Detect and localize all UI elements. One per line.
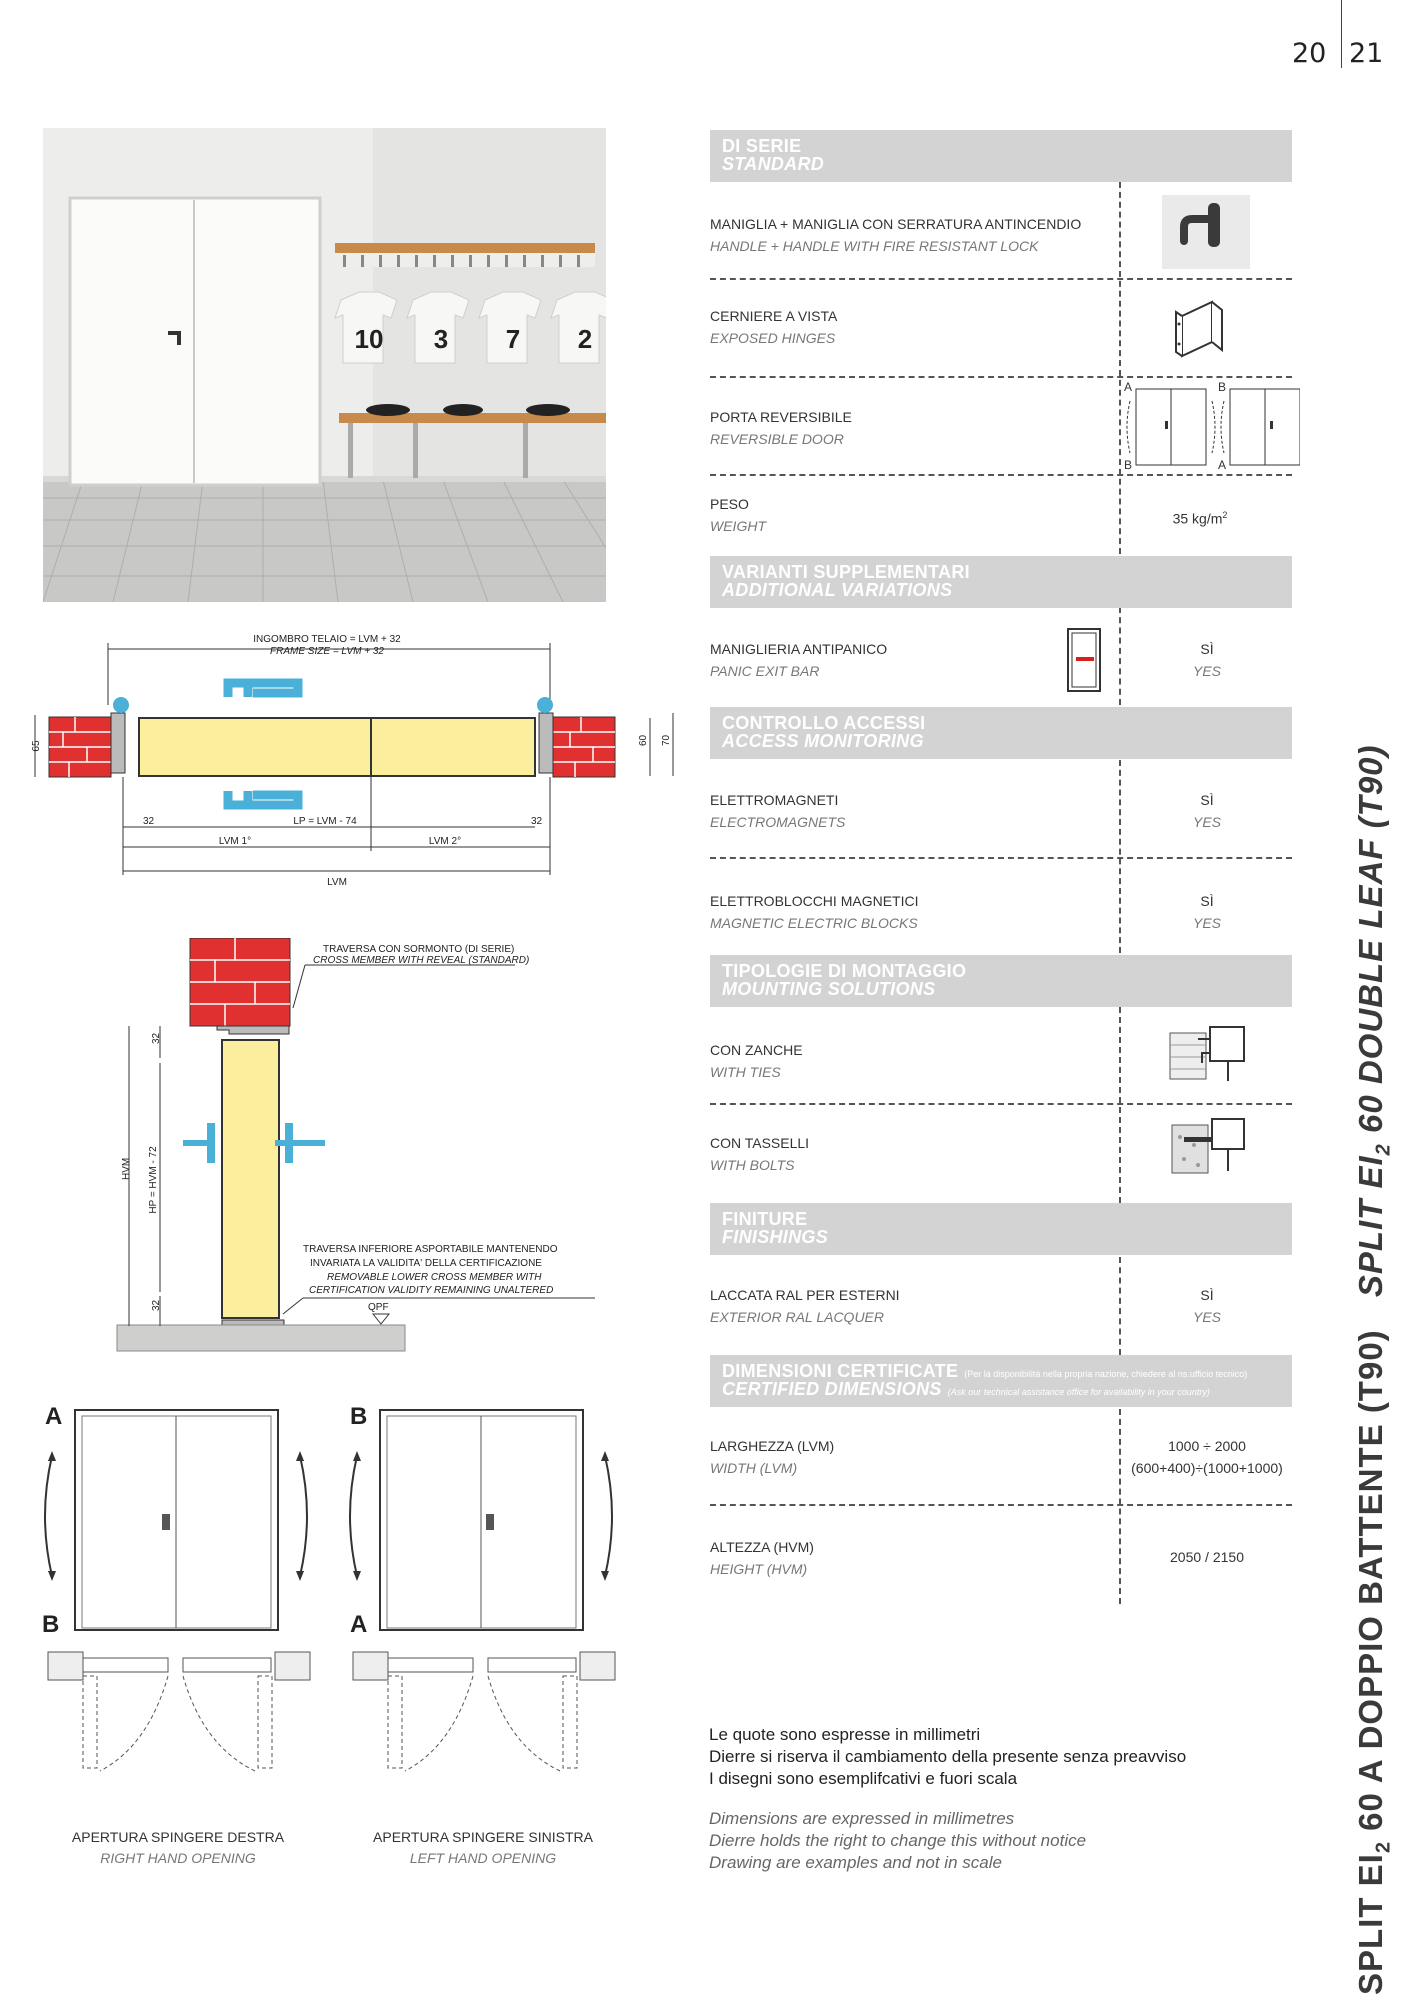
section-standard-it: DI SERIE [722,136,802,156]
electromagnets-value-en: YES [1192,814,1221,830]
side-title-main: SPLIT EI [1352,1853,1389,1995]
row-divider [710,376,1292,378]
hinges-icon [1172,294,1228,360]
section-finish-en: FINISHINGS [722,1227,829,1247]
side-title-sub: 2 [1372,1841,1395,1854]
row-weight-en: WEIGHT [710,518,766,534]
frame-size-label-en: FRAME SIZE = LVM + 32 [270,646,384,657]
opening-drawings [30,1396,650,1876]
section-finish [710,1203,1292,1255]
vertical-section-drawing [105,938,605,1358]
side-title-rest: 60 A DOPPIO BATTENTE (T90) [1352,1329,1389,1842]
section-dims-en-text: CERTIFIED DIMENSIONS [722,1379,942,1399]
side-title-en [1352,744,1395,1298]
side-title-en-rest: 60 DOUBLE LEAF (T90) [1352,744,1389,1144]
page-number-left: 20 [1292,38,1327,69]
row-lacquer-en: EXTERIOR RAL LACQUER [710,1309,885,1325]
dim-32-top: 32 [151,1032,162,1044]
bottom-crossmember-label-en-2: CERTIFICATION VALIDITY REMAINING UNALTERED [309,1285,554,1296]
hvm-label: HVM [121,1157,132,1180]
dim-65: 65 [31,740,42,752]
note-en-2: Dierre holds the right to change this without notice [709,1831,1087,1850]
shirt-number-3: 7 [505,324,521,354]
section-dims-en [722,1379,1210,1400]
dim-32-left: 32 [143,816,155,827]
section-finish-it: FINITURE [722,1209,808,1229]
section-access [710,707,1292,759]
section-standard [710,130,1292,182]
row-divider [710,474,1292,476]
dim-70: 70 [661,734,672,746]
row-electromagnets-it: ELETTROMAGNETI [710,792,839,808]
column-separator [1119,1007,1121,1203]
row-lacquer-it: LACCATA RAL PER ESTERNI [710,1287,900,1303]
dim-32-right: 32 [531,816,543,827]
row-reversible-it: PORTA REVERSIBILE [710,409,852,425]
section-standard-en: STANDARD [722,154,825,174]
section-mounting-en: MOUNTING SOLUTIONS [722,979,936,999]
opening-left-bottom-letter: A [350,1611,368,1638]
qpf-label: QPF [368,1302,389,1313]
section-variants-it: VARIANTI SUPPLEMENTARI [722,562,970,582]
row-blocks-it: ELETTROBLOCCHI MAGNETICI [710,893,919,909]
row-blocks-en: MAGNETIC ELECTRIC BLOCKS [710,915,918,931]
handle-icon [1162,195,1250,269]
row-divider [710,857,1292,859]
row-panic-it: MANIGLIERIA ANTIPANICO [710,641,888,657]
locker-room-photo [43,128,606,602]
row-bolts-it: CON TASSELLI [710,1135,810,1151]
row-bolts-en: WITH BOLTS [710,1157,795,1173]
section-variants [710,556,1292,608]
weight-value-number: 35 kg/m [1172,510,1223,527]
reversible-door-icon [1120,379,1300,473]
page-number-divider [1341,0,1342,68]
opening-left-label-en: LEFT HAND OPENING [409,1850,557,1866]
panic-value-en: YES [1192,663,1221,679]
hp-label: HP = HVM - 72 [148,1146,159,1214]
reversible-a-bottom: A [1218,458,1227,472]
section-mounting [710,955,1292,1007]
section-mounting-it: TIPOLOGIE DI MONTAGGIO [722,961,967,981]
row-width-en: WIDTH (LVM) [710,1460,798,1476]
opening-left-top-letter: B [350,1403,368,1430]
height-value: 2050 / 2150 [1170,1549,1244,1565]
row-hinges-it: CERNIERE A VISTA [710,308,838,324]
plan-section-drawing [25,625,715,897]
row-height-it: ALTEZZA (HVM) [710,1539,814,1555]
weight-value [1110,510,1290,527]
opening-right-label-en: RIGHT HAND OPENING [100,1850,256,1866]
note-it-2: Dierre si riserva il cambiamento della presente senza preavviso [709,1747,1187,1766]
section-dims [710,1355,1292,1407]
lvm2-label: LVM 2° [428,836,462,847]
reversible-a-top: A [1124,380,1133,394]
row-divider [710,1504,1292,1506]
side-title-en-main: SPLIT EI [1352,1155,1389,1298]
weight-value-unit-exp: 2 [1222,510,1228,520]
notes-it [709,1724,1186,1790]
row-panic-en: PANIC EXIT BAR [710,663,820,679]
row-divider [710,278,1292,280]
opening-right-label-it: APERTURA SPINGERE DESTRA [71,1829,285,1845]
note-en-1: Dimensions are expressed in millimetres [709,1809,1015,1828]
opening-right-bottom-letter: B [42,1611,60,1638]
panic-bar-icon [1066,627,1102,693]
page-number-right: 21 [1349,38,1384,69]
lvm-label: LVM [327,877,347,888]
row-ties-it: CON ZANCHE [710,1042,803,1058]
row-divider [710,1103,1292,1105]
note-it-1: Le quote sono espresse in millimetri [709,1725,981,1744]
row-electromagnets-en: ELECTROMAGNETS [710,814,846,830]
bottom-crossmember-label-it-2: INVARIATA LA VALIDITA' DELLA CERTIFICAZIONE [310,1258,542,1269]
bottom-crossmember-label-en-1: REMOVABLE LOWER CROSS MEMBER WITH [327,1272,542,1283]
reversible-b-bottom: B [1124,458,1133,472]
section-dims-note-en: (Ask our technical assistance office for availability in your country) [947,1387,1210,1397]
note-it-3: I disegni sono esemplifcativi e fuori scala [709,1769,1018,1788]
blocks-value-it: SÌ [1200,893,1214,909]
bottom-crossmember-label-it-1: TRAVERSA INFERIORE ASPORTABILE MANTENENDO [303,1244,558,1255]
top-crossmember-label-en: CROSS MEMBER WITH REVEAL (STANDARD) [313,955,530,966]
row-width-it: LARGHEZZA (LVM) [710,1438,835,1454]
width-value-1: 1000 ÷ 2000 [1168,1438,1246,1454]
notes-en [709,1808,1086,1874]
panic-value-it: SÌ [1200,641,1214,657]
shirt-number-2: 3 [433,324,449,354]
shirt-number-1: 10 [354,324,384,354]
bolts-icon [1168,1115,1246,1177]
lacquer-value-it: SÌ [1200,1287,1214,1303]
row-weight-it: PESO [710,496,749,512]
lacquer-value-en: YES [1192,1309,1221,1325]
row-hinges-en: EXPOSED HINGES [710,330,836,346]
dim-60: 60 [638,734,649,746]
side-title [1352,744,1396,1995]
shirt-number-4: 2 [577,324,593,354]
opening-left-label-it: APERTURA SPINGERE SINISTRA [373,1829,593,1845]
side-title-en-sub: 2 [1372,1143,1395,1156]
opening-right-top-letter: A [45,1403,63,1430]
dim-32-bottom: 32 [151,1299,162,1311]
frame-size-label-it: INGOMBRO TELAIO = LVM + 32 [253,634,401,645]
lp-label: LP = LVM - 74 [293,816,357,827]
column-separator [1119,182,1121,554]
width-value-2: (600+400)÷(1000+1000) [1131,1460,1283,1476]
electromagnets-value-it: SÌ [1200,792,1214,808]
section-variants-en: ADDITIONAL VARIATIONS [722,580,953,600]
column-separator [1119,1257,1121,1355]
row-ties-en: WITH TIES [710,1064,781,1080]
section-access-it: CONTROLLO ACCESSI [722,713,926,733]
row-height-en: HEIGHT (HVM) [710,1561,808,1577]
section-access-en: ACCESS MONITORING [722,731,924,751]
row-reversible-en: REVERSIBLE DOOR [710,431,844,447]
lvm1-label: LVM 1° [218,836,252,847]
reversible-b-top: B [1218,380,1227,394]
section-dims-note-it: (Per la disponibilità nella propria nazione, chiedere al ns.ufficio tecnico) [964,1369,1248,1379]
note-en-3: Drawing are examples and not in scale [709,1853,1002,1872]
blocks-value-en: YES [1192,915,1221,931]
row-handle-it: MANIGLIA + MANIGLIA CON SERRATURA ANTINCENDIO [710,216,1082,232]
row-handle-en: HANDLE + HANDLE WITH FIRE RESISTANT LOCK [710,238,1039,254]
section-dims-it-text: DIMENSIONI CERTIFICATE [722,1361,959,1381]
top-crossmember-label-it: TRAVERSA CON SORMONTO (DI SERIE) [323,944,515,955]
ties-icon [1168,1025,1246,1085]
